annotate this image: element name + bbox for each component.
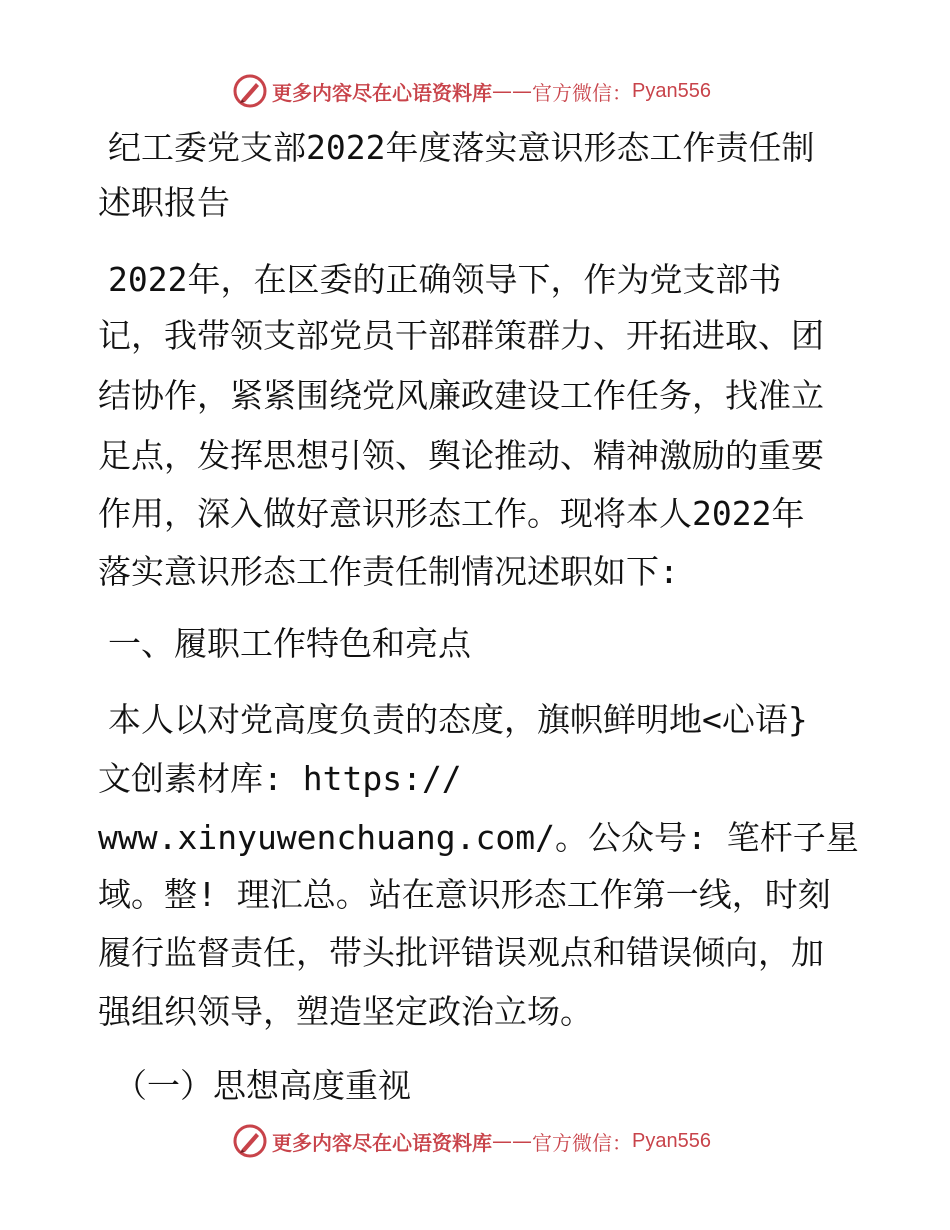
paragraph-line: 域。整! 理汇总。站在意识形态工作第一线，时刻	[98, 875, 831, 914]
intro-line: 落实意识形态工作责任制情况述职如下:	[98, 552, 679, 591]
pen-logo-icon	[232, 1123, 268, 1159]
pen-logo-icon	[232, 73, 268, 109]
banner-official-label: 官方微信：	[532, 1130, 632, 1155]
banner-text: 更多内容尽在心语资料库	[272, 80, 492, 105]
paragraph-line: 本人以对党高度负责的态度，旗帜鲜明地<心语}	[108, 700, 808, 739]
banner-official-label: 官方微信：	[532, 80, 632, 105]
banner-wechat-id: Pyan556	[632, 79, 711, 102]
header-banner	[232, 71, 711, 111]
intro-line: 足点，发挥思想引领、舆论推动、精神激励的重要	[98, 436, 824, 475]
document-title-line-1: 纪工委党支部2022年度落实意识形态工作责任制	[108, 128, 815, 167]
paragraph-line: 强组织领导，塑造坚定政治立场。	[98, 992, 593, 1031]
banner-text: 更多内容尽在心语资料库	[272, 1130, 492, 1155]
intro-line: 结协作，紧紧围绕党风廉政建设工作任务，找准立	[98, 376, 824, 415]
intro-line: 记，我带领支部党员干部群策群力、开拓进取、团	[98, 316, 824, 355]
banner-separator: ——	[492, 1129, 532, 1153]
footer-banner	[232, 1121, 711, 1161]
intro-line: 2022年，在区委的正确领导下，作为党支部书	[108, 260, 782, 299]
subsection-heading: （一）思想高度重视	[114, 1066, 411, 1105]
intro-line: 作用，深入做好意识形态工作。现将本人2022年	[98, 494, 805, 533]
paragraph-line: 履行监督责任，带头批评错误观点和错误倾向，加	[98, 933, 824, 972]
banner-wechat-id: Pyan556	[632, 1129, 711, 1152]
banner-separator: ——	[492, 79, 532, 103]
paragraph-line: www.xinyuwenchuang.com/。公众号: 笔杆子星	[98, 818, 859, 857]
section-heading: 一、履职工作特色和亮点	[108, 624, 471, 663]
paragraph-line: 文创素材库: https://	[98, 759, 462, 798]
document-title-line-2: 述职报告	[98, 183, 230, 222]
